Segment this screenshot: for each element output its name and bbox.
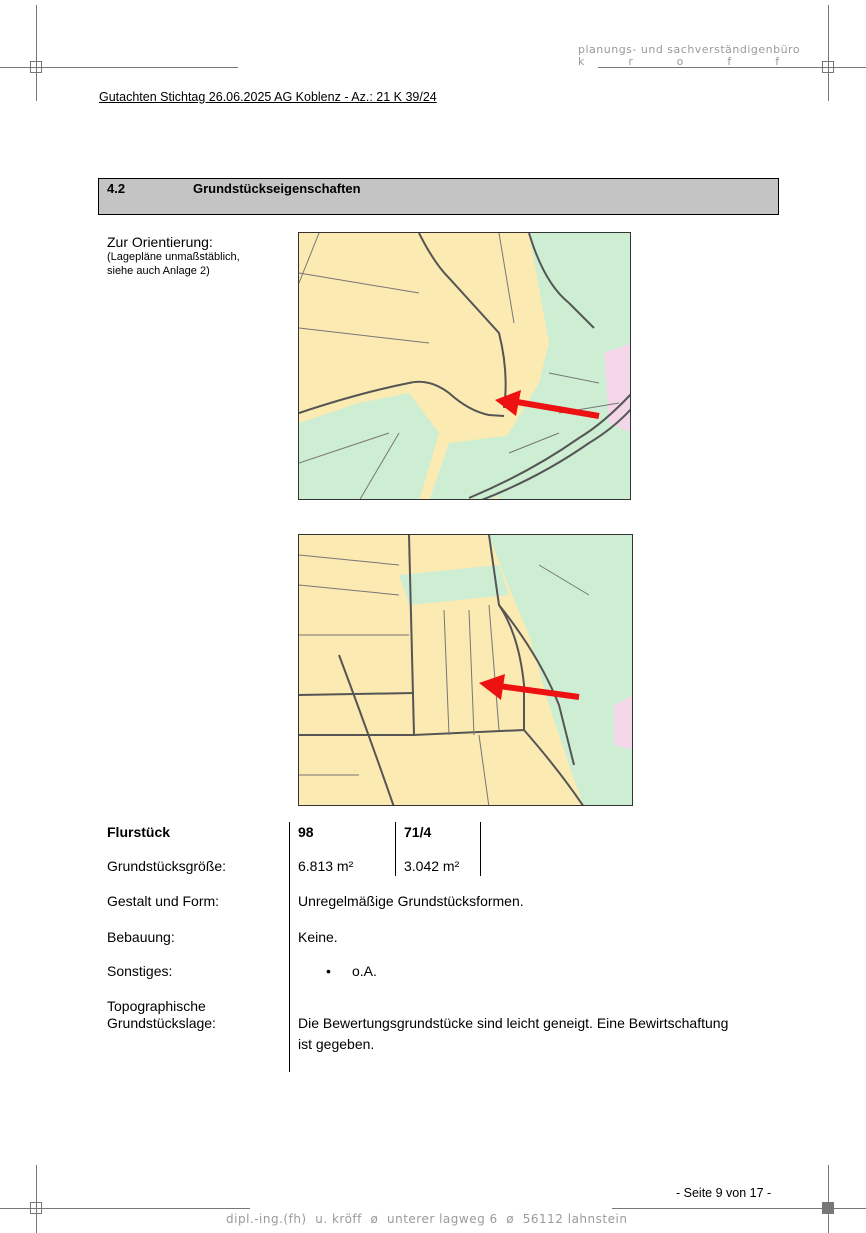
flurstueck-label: Flurstück — [107, 824, 171, 840]
crop-mark-square — [822, 1202, 834, 1214]
document-header: Gutachten Stichtag 26.06.2025 AG Koblenz - Az.: 21 K 39/24 — [99, 90, 437, 104]
section-number: 4.2 — [107, 181, 126, 196]
flurstueck-value-2: 71/4 — [404, 824, 432, 840]
brand-line-2: kroff — [578, 55, 824, 68]
section-title: Grundstückseigenschaften — [193, 181, 361, 196]
sonstiges-label: Sonstiges: — [107, 963, 173, 979]
crop-mark-square — [30, 1202, 42, 1214]
groesse-value-2: 3.042 m² — [404, 858, 460, 874]
topographie-value-2: ist gegeben. — [298, 1036, 375, 1052]
orientation-label: Zur Orientierung: — [107, 234, 213, 250]
crop-mark-square — [30, 61, 42, 73]
topographie-value-1: Die Bewertungsgrundstücke sind leicht geneigt. Eine Bewirtschaftung — [298, 1015, 729, 1031]
groesse-value-1: 6.813 m² — [298, 858, 354, 874]
brand-line-1: planungs- und sachverständigenbüro — [578, 43, 801, 56]
topographie-label-2: Grundstückslage: — [107, 1015, 216, 1031]
topographie-label-1: Topographische — [107, 998, 206, 1014]
crop-mark — [36, 1165, 37, 1233]
site-map-2 — [298, 534, 633, 806]
site-map-1 — [298, 232, 631, 500]
gestalt-value: Unregelmäßige Grundstücksformen. — [298, 893, 524, 909]
section-header-bar — [98, 178, 779, 215]
bebauung-label: Bebauung: — [107, 929, 175, 945]
crop-mark — [828, 1165, 829, 1233]
page-number: - Seite 9 von 17 - — [676, 1186, 772, 1200]
table-divider — [395, 822, 396, 876]
table-divider — [480, 822, 481, 876]
footer-address: dipl.-ing.(fh) u. kröff ø unterer lagweg 6 ø 56112 lahnstein — [226, 1212, 628, 1226]
table-divider — [289, 822, 290, 1072]
groesse-label: Grundstücksgröße: — [107, 858, 227, 874]
gestalt-label: Gestalt und Form: — [107, 893, 220, 909]
crop-mark-square — [822, 61, 834, 73]
sonstiges-value: o.A. — [352, 963, 377, 979]
bullet-icon: • — [326, 963, 331, 979]
crop-mark — [828, 5, 829, 101]
flurstueck-value-1: 98 — [298, 824, 314, 840]
orientation-note: (Lagepläne unmaßstäblich, siehe auch Anlage 2) — [107, 251, 240, 277]
crop-mark — [36, 5, 37, 101]
bebauung-value: Keine. — [298, 929, 338, 945]
